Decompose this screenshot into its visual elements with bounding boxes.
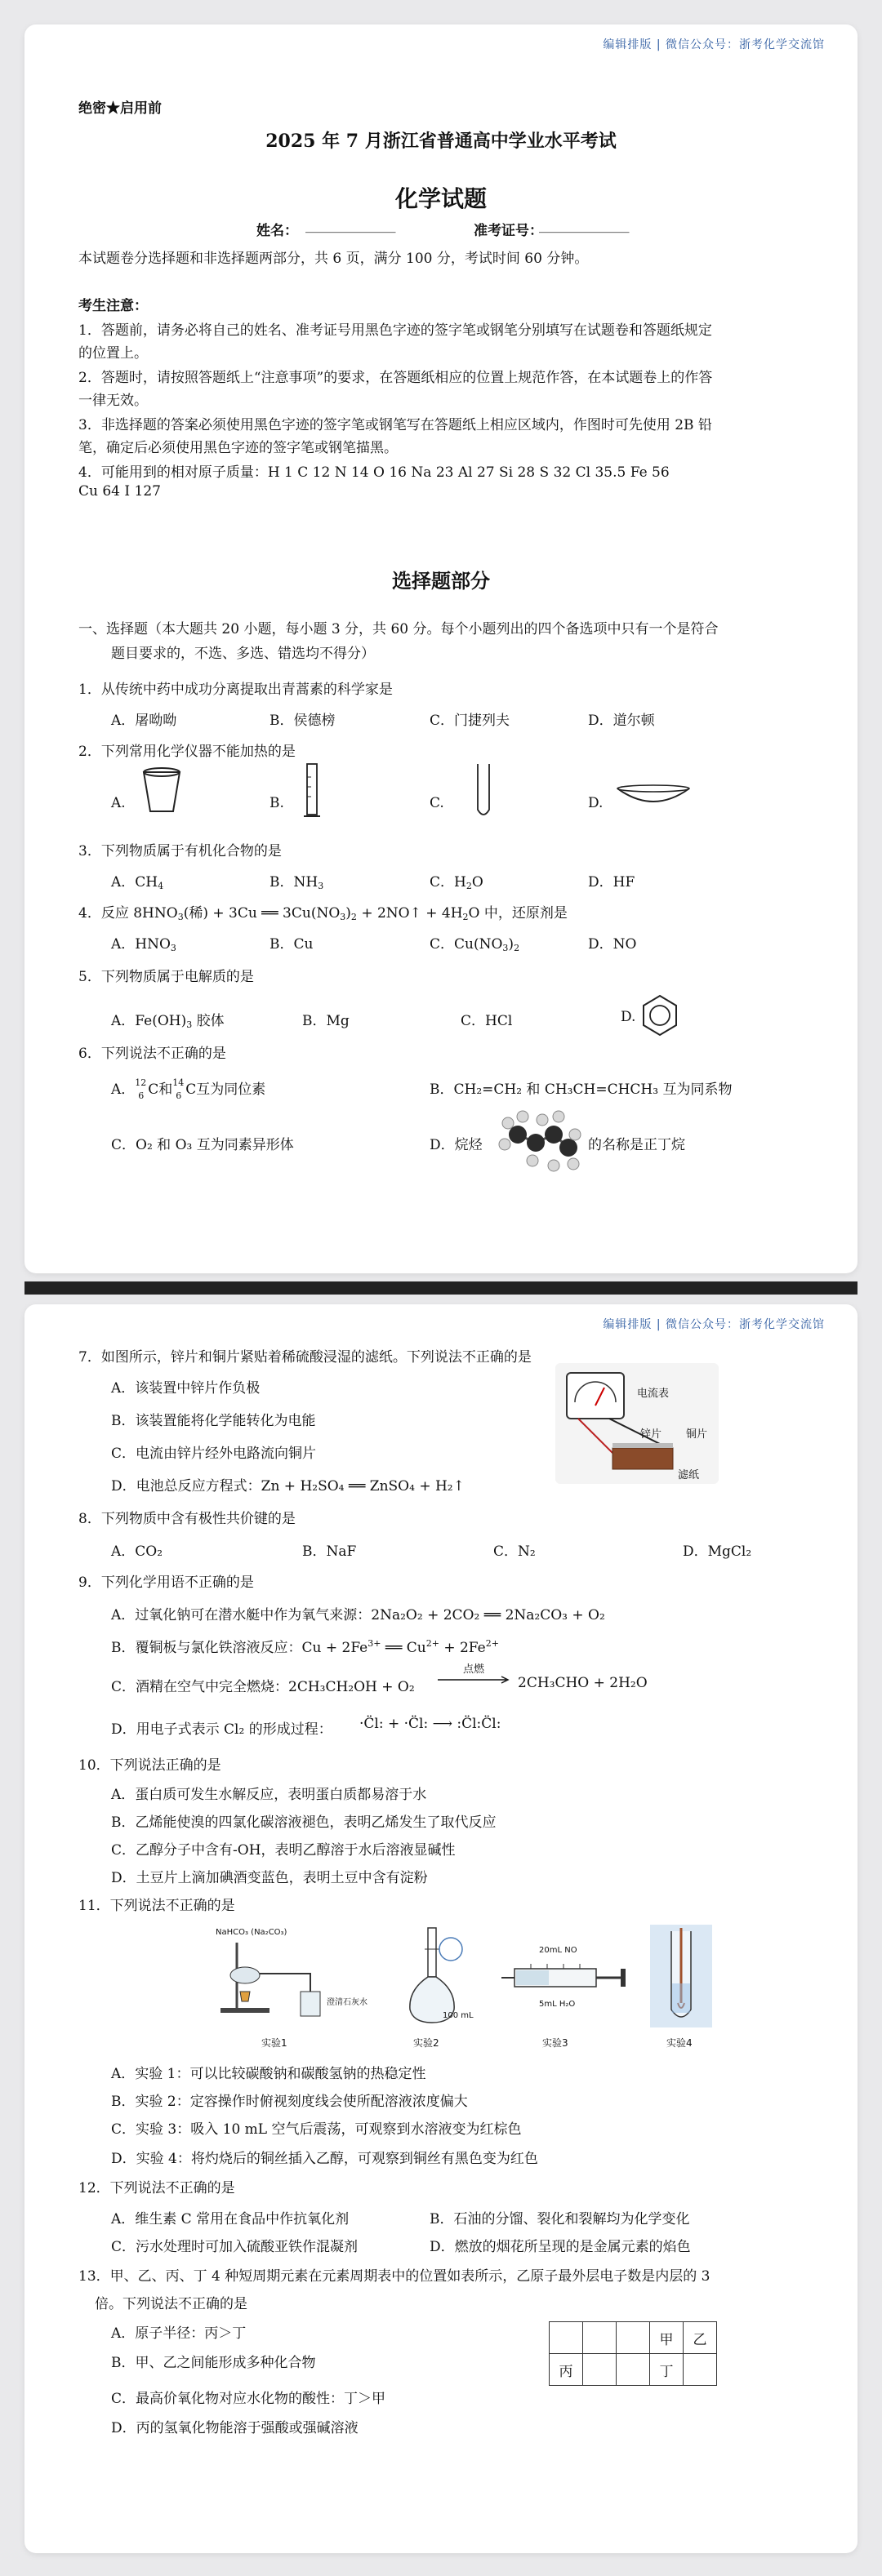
option-a: A．过氧化钠可在潜水艇中作为氧气来源：2Na₂O₂ + 2CO₂ ══ 2Na₂CO₃ + O₂ <box>111 1607 605 1623</box>
header-brand: 编辑排版 | 微信公众号：浙考化学交流馆 <box>603 38 825 51</box>
option-a-text: A．HNO <box>111 936 171 953</box>
option-b: B．实验 2：定容操作时俯视刻度线会使所配溶液浓度偏大 <box>111 2094 468 2110</box>
option-d: D．实验 4：将灼烧后的铜丝插入乙醇，可观察到铜丝有黑色变为红色 <box>111 2151 538 2167</box>
option-a-text: A．Fe(OH) <box>111 1013 187 1029</box>
question-stem-cont: 倍。下列说法不正确的是 <box>95 2296 247 2312</box>
stem-part: O 中，还原剂是 <box>468 905 568 922</box>
option-c-mid: ) <box>508 936 514 953</box>
subscript: 3 <box>177 912 184 922</box>
option-b: B．甲、乙之间能形成多种化合物 <box>111 2355 316 2371</box>
question-stem: 5．下列物质属于电解质的是 <box>78 969 254 985</box>
question-stem: 10．下列说法正确的是 <box>78 1757 221 1774</box>
option-b: B．CH₂=CH₂ 和 CH₃CH=CHCH₃ 互为同系物 <box>430 1081 733 1098</box>
fig3-label-2: 5mL H₂O <box>539 2000 576 2009</box>
fig3-label: 20mL NO <box>539 1946 577 1955</box>
option-a <box>111 870 163 891</box>
evaporating-dish-icon <box>614 782 693 810</box>
option-c: C．最高价氧化物对应水化物的酸性：丁＞甲 <box>111 2391 386 2407</box>
option-d: D．道尔顿 <box>588 713 655 729</box>
table-cell <box>583 2322 617 2354</box>
option-b-text: B．覆铜板与氯化铁溶液反应：Cu + 2Fe <box>111 1640 368 1656</box>
subscript: 3 <box>318 881 324 891</box>
notes-title: 考生注意： <box>78 298 148 314</box>
option-c-text: C．Cu(NO <box>430 936 503 953</box>
superscript: 3+ <box>368 1638 381 1649</box>
reaction-arrow-icon <box>436 1675 511 1685</box>
filter-paper-label: 滤纸 <box>678 1469 700 1481</box>
option-a: A．CO₂ <box>111 1543 163 1560</box>
option-b-text: B．NH <box>270 874 318 890</box>
subscript: 3 <box>186 1019 193 1030</box>
note-line: 2．答题时，请按照答题纸上“注意事项”的要求，在答题纸相应的位置上规范作答，在本试题卷上的作答 <box>78 370 713 386</box>
stem-part: + 2NO↑ + 4H <box>356 905 463 922</box>
intro-text: 本试题卷分选择题和非选择题两部分，共 6 页，满分 100 分，考试时间 60 分钟。 <box>78 251 589 267</box>
option-a-tail: C互为同位素 <box>185 1081 266 1098</box>
option-c: C．电流由锌片经外电路流向铜片 <box>111 1446 317 1462</box>
zinc-label: 锌片 <box>640 1428 662 1441</box>
option-c: C．实验 3：吸入 10 mL 空气后震荡，可观察到水溶液变为红棕色 <box>111 2121 522 2138</box>
section-title: 选择题部分 <box>392 569 490 593</box>
option-b: B．石油的分馏、裂化和裂解均为化学变化 <box>430 2211 690 2227</box>
option-b: B．乙烯能使溴的四氯化碳溶液褪色，表明乙烯发生了取代反应 <box>111 1814 497 1831</box>
question-stem: 7．如图所示，锌片和铜片紧贴着稀硫酸浸湿的滤纸。下列说法不正确的是 <box>78 1349 532 1366</box>
subscript: 3 <box>170 943 176 953</box>
option-b: B．侯德榜 <box>270 713 336 729</box>
option-d: D．土豆片上滴加碘酒变蓝色，表明土豆中含有淀粉 <box>111 1870 428 1886</box>
table-cell <box>617 2322 650 2354</box>
option-b-mid2: + 2Fe <box>439 1640 486 1656</box>
section-intro-cont: 题目要求的，不选、多选、错选均不得分） <box>111 646 375 662</box>
note-line: 一律无效。 <box>78 393 148 409</box>
question-stem: 2．下列常用化学仪器不能加热的是 <box>78 744 296 760</box>
stem-part: (稀) + 3Cu ══ 3Cu(NO <box>183 905 341 922</box>
atomic-number: 6 <box>138 1090 145 1101</box>
option-a <box>111 1009 225 1030</box>
table-cell-ding: 丁 <box>650 2354 684 2386</box>
subscript: 2 <box>350 912 357 922</box>
option-d: D．丙的氢氧化物能溶于强酸或强碱溶液 <box>111 2420 359 2436</box>
question-stem: 12．下列说法不正确的是 <box>78 2180 235 2196</box>
subscript: 4 <box>158 881 164 891</box>
option-b <box>111 1636 499 1656</box>
header-brand: 编辑排版 | 微信公众号：浙考化学交流馆 <box>603 1318 825 1331</box>
option-b: B．NaF <box>302 1543 357 1560</box>
table-cell <box>617 2354 650 2386</box>
subscript: 3 <box>340 912 346 922</box>
option-a-text: A．CH <box>111 874 158 890</box>
option-d: D. <box>621 1009 636 1025</box>
copper-wire-tube-icon <box>650 1925 712 2027</box>
table-cell <box>550 2322 583 2354</box>
fig1-label: NaHCO₃ (Na₂CO₃) <box>216 1928 287 1937</box>
exam-page-1 <box>24 24 858 1273</box>
option-c: C．O₂ 和 O₃ 互为同素异形体 <box>111 1137 294 1153</box>
table-cell <box>684 2354 717 2386</box>
option-d: D．燃放的烟花所呈现的是金属元素的焰色 <box>430 2239 691 2255</box>
option-a <box>111 1077 265 1099</box>
option-d-prefix: D．烷烃 <box>430 1137 483 1153</box>
option-b <box>270 870 323 891</box>
copper-label: 铜片 <box>686 1428 708 1441</box>
mass-number: 12 <box>135 1077 147 1088</box>
name-blank: _____________ <box>305 217 396 233</box>
option-c-prefix: C．酒精在空气中完全燃烧：2CH₃CH₂OH + O₂ <box>111 1679 415 1695</box>
superscript: 2+ <box>485 1638 499 1649</box>
heating-apparatus-icon <box>212 1926 376 2032</box>
question-stem: 13．甲、乙、丙、丁 4 种短周期元素在元素周期表中的位置如表所示，乙原子最外层电子数是内层的 3 <box>78 2268 710 2285</box>
option-c-tail: O <box>471 874 483 890</box>
option-a-tail: 胶体 <box>192 1013 225 1029</box>
option-a: A．蛋白质可发生水解反应，表明蛋白质都易溶于水 <box>111 1787 427 1803</box>
option-b: B．Mg <box>302 1013 350 1029</box>
experiment-4-figure <box>650 1925 712 2027</box>
stem-part: ) <box>345 905 351 922</box>
option-a: A. <box>111 795 126 811</box>
option-c-text: C．H <box>430 874 466 890</box>
subject-title: 化学试题 <box>394 185 487 212</box>
option-a: A．维生素 C 常用在食品中作抗氧化剂 <box>111 2211 350 2227</box>
syringe-icon <box>498 1957 629 1998</box>
galvanic-cell-figure <box>555 1363 719 1484</box>
option-d: D．电池总反应方程式：Zn + H₂SO₄ ══ ZnSO₄ + H₂↑ <box>111 1478 465 1495</box>
note-line: 笔，确定后必须使用黑色字迹的签字笔或钢笔描黑。 <box>78 440 398 456</box>
subscript: 2 <box>462 912 469 922</box>
note-line: 1．答题前，请务必将自己的姓名、准考证号用黑色字迹的签字笔或钢笔分别填写在试题卷和答题纸规定 <box>78 322 712 339</box>
note-line: 的位置上。 <box>78 345 148 362</box>
option-c: C．污水处理时可加入硫酸亚铁作混凝剂 <box>111 2239 359 2255</box>
superscript: 2+ <box>425 1638 439 1649</box>
question-stem: 9．下列化学用语不正确的是 <box>78 1574 254 1591</box>
option-c: C．HCl <box>461 1013 513 1029</box>
atomic-number: 6 <box>176 1090 182 1101</box>
question-stem: 3．下列物质属于有机化合物的是 <box>78 843 282 859</box>
table-cell-bing: 丙 <box>550 2354 583 2386</box>
option-a-mid: C和 <box>148 1081 173 1098</box>
crucible-icon <box>139 766 185 816</box>
option-d-suffix: 的名称是正丁烷 <box>588 1137 685 1153</box>
experiment-1-caption: 实验1 <box>261 2037 287 2049</box>
option-d: D. <box>588 795 604 811</box>
fig1-label-2: 澄清石灰水 <box>327 1998 368 2007</box>
subscript: 2 <box>514 943 520 953</box>
test-tube-icon <box>474 761 493 821</box>
page-divider <box>24 1281 858 1295</box>
option-d: D．NO <box>588 936 637 953</box>
option-c: C．N₂ <box>493 1543 536 1560</box>
option-b: B．该装置能将化学能转化为电能 <box>111 1413 316 1429</box>
experiment-2-caption: 实验2 <box>413 2037 439 2049</box>
question-stem: 6．下列说法不正确的是 <box>78 1046 226 1062</box>
option-d: D．MgCl₂ <box>683 1543 752 1560</box>
exam-title: 2025 年 7 月浙江省普通高中学业水平考试 <box>265 131 617 152</box>
option-c-suffix: 2CH₃CHO + 2H₂O <box>518 1675 648 1691</box>
id-blank: _____________ <box>539 217 630 233</box>
graduated-cylinder-icon <box>302 761 322 821</box>
option-d-prefix: D．用电子式表示 Cl₂ 的形成过程： <box>111 1721 332 1738</box>
table-cell-yi: 乙 <box>684 2322 717 2354</box>
butane-ball-model-icon <box>493 1102 583 1180</box>
periodic-table-fragment <box>549 2321 717 2386</box>
experiment-4-caption: 实验4 <box>666 2037 693 2049</box>
option-b-mid: ══ Cu <box>381 1640 426 1656</box>
note-line: 4．可能用到的相对原子质量：H 1 C 12 N 14 O 16 Na 23 Al 27 Si 28 S 32 Cl 35.5 Fe 56 <box>78 464 670 481</box>
section-intro: 一、选择题（本大题共 20 小题，每小题 3 分，共 60 分。每个小题列出的四个备选项中只有一个是符合 <box>78 621 719 637</box>
question-stem <box>78 901 568 922</box>
experiment-1-figure <box>212 1926 376 2032</box>
stem-part: 4．反应 8HNO <box>78 905 178 922</box>
electron-dot-formula: ·C̈l: + ·C̈l: ⟶ :C̈l:C̈l: <box>359 1716 501 1732</box>
question-stem: 11．下列说法不正确的是 <box>78 1898 235 1914</box>
subscript: 3 <box>502 943 509 953</box>
option-c <box>430 932 519 953</box>
option-b: B．Cu <box>270 936 314 953</box>
benzene-ring-icon <box>639 993 681 1038</box>
option-c: C. <box>430 795 444 811</box>
note-line: 3．非选择题的答案必须使用黑色字迹的签字笔或钢笔写在答题纸上相应区域内，作图时可先使用 2B 铅 <box>78 417 712 433</box>
option-d: D．HF <box>588 874 635 890</box>
note-line: Cu 64 I 127 <box>78 483 161 500</box>
reaction-condition: 点燃 <box>462 1663 484 1676</box>
subscript: 2 <box>466 881 472 891</box>
option-a: A．屠呦呦 <box>111 713 177 729</box>
option-a: A．原子半径：丙＞丁 <box>111 2325 247 2342</box>
option-a: A．实验 1：可以比较碳酸钠和碳酸氢钠的热稳定性 <box>111 2066 426 2082</box>
option-a-text: A． <box>111 1081 136 1098</box>
table-cell-jia: 甲 <box>650 2322 684 2354</box>
table-cell <box>583 2354 617 2386</box>
option-a: A．该装置中锌片作负极 <box>111 1380 261 1397</box>
exam-page-2 <box>24 1304 858 2553</box>
option-b: B. <box>270 795 284 811</box>
fig2-label: 100 mL <box>443 2011 474 2020</box>
question-stem: 1．从传统中药中成功分离提取出青蒿素的科学家是 <box>78 682 393 698</box>
id-label: 准考证号： <box>474 223 543 239</box>
ammeter-label: 电流表 <box>637 1388 670 1400</box>
mass-number: 14 <box>172 1077 185 1088</box>
experiment-3-caption: 实验3 <box>542 2037 568 2049</box>
option-c <box>430 870 483 891</box>
question-stem: 8．下列物质中含有极性共价键的是 <box>78 1511 296 1527</box>
option-c: C．乙醇分子中含有-OH，表明乙醇溶于水后溶液显碱性 <box>111 1842 456 1859</box>
option-a <box>111 932 176 953</box>
name-label: 姓名： <box>256 223 298 239</box>
option-c: C．门捷列夫 <box>430 713 510 729</box>
secret-mark: 绝密★启用前 <box>78 100 162 117</box>
